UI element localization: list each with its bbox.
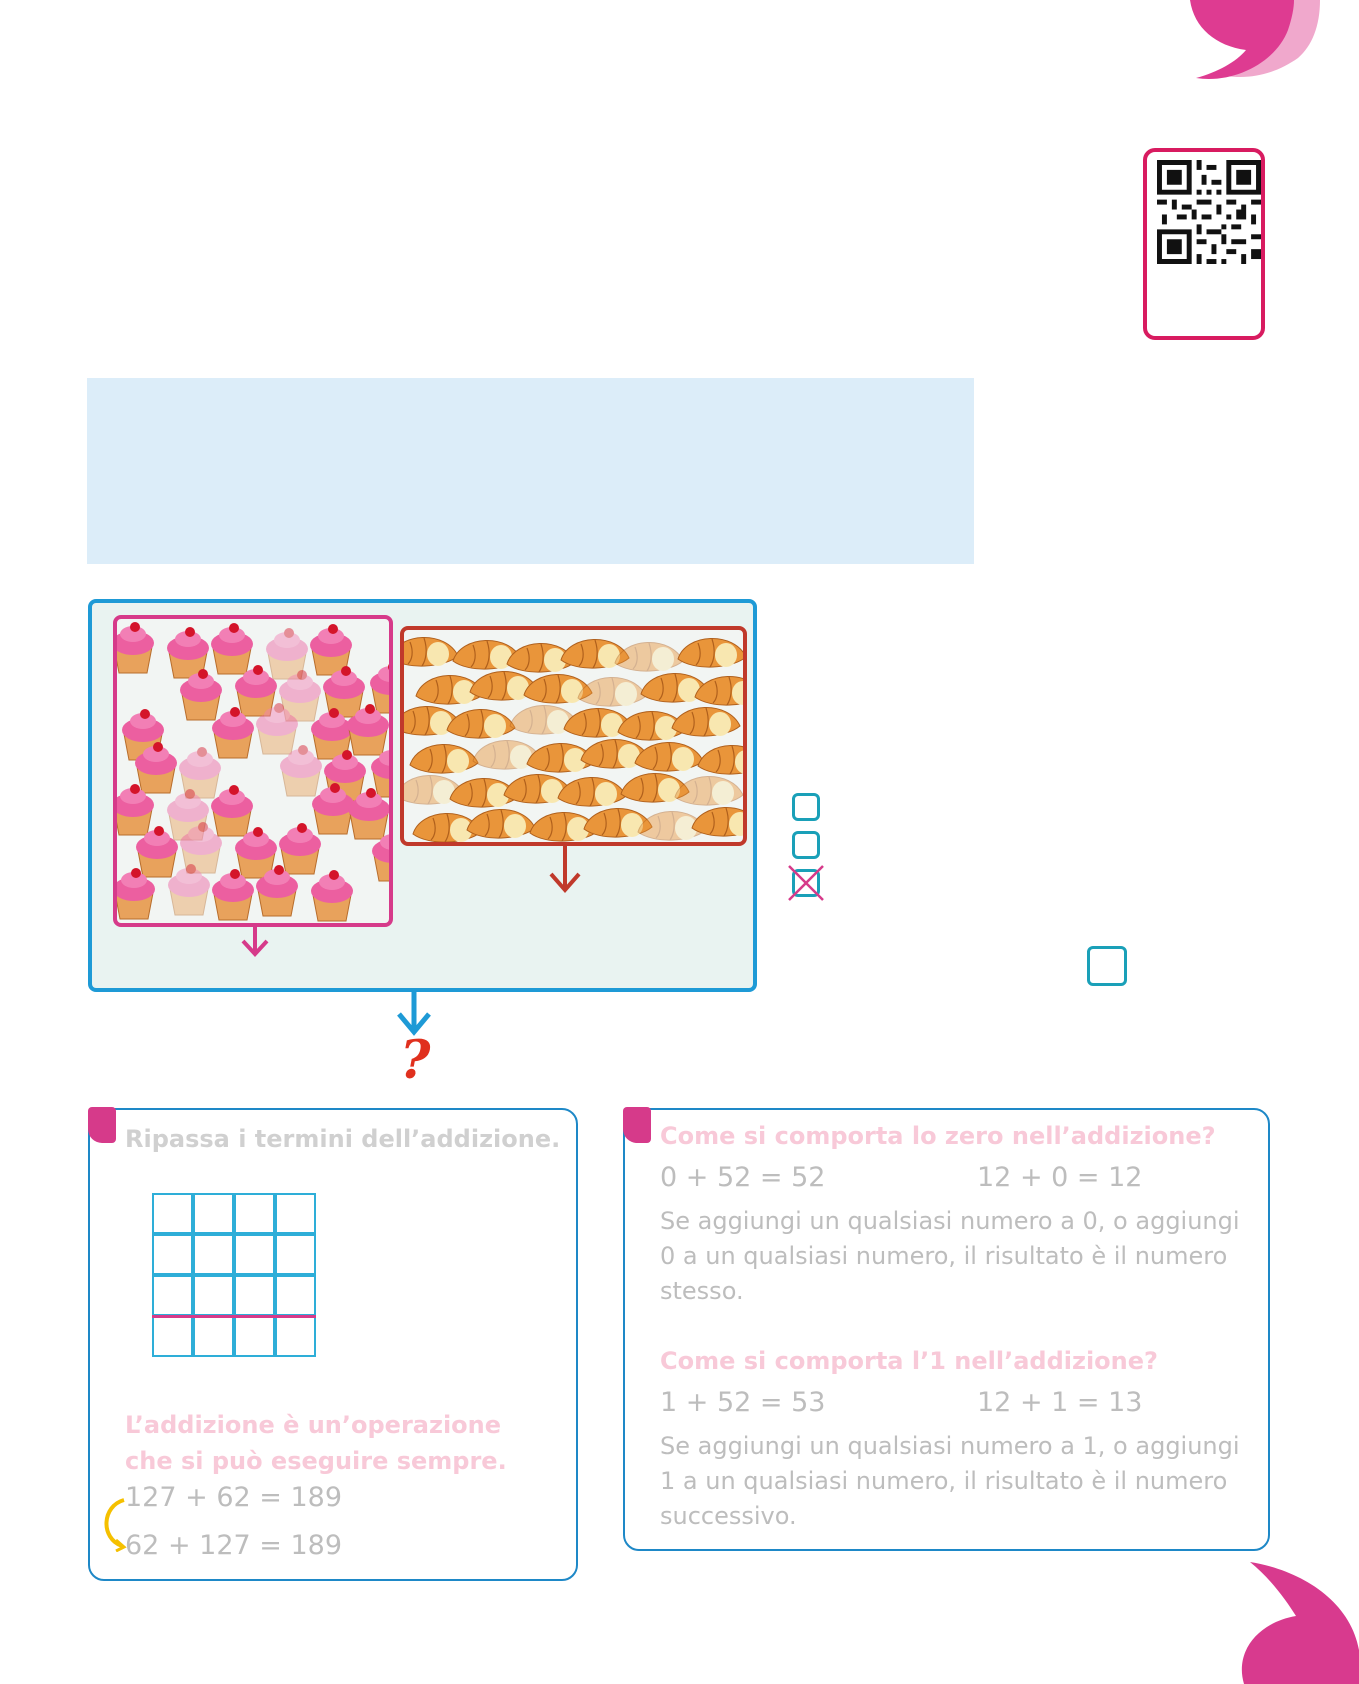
grid-cell[interactable] (234, 1193, 275, 1234)
checkmark-x-icon (787, 864, 825, 902)
zero-heading: Come si comporta lo zero nell’addizione? (660, 1122, 1216, 1150)
cupcakes-group (113, 615, 393, 927)
zero-explanation: Se aggiungi un qualsiasi numero a 0, o aggiungi 0 a un qualsiasi numero, il risultato è il numero stesso. (660, 1207, 1240, 1305)
commutative-equation-1: 127 + 62 = 189 (125, 1482, 343, 1513)
sum-line (152, 1315, 316, 1318)
grid-cell[interactable] (193, 1316, 234, 1357)
cupcake-icon (117, 622, 154, 673)
croissant-icon (578, 677, 646, 706)
qr-code-icon (1157, 160, 1261, 264)
grid-cell[interactable] (193, 1275, 234, 1316)
croissant-icon (410, 744, 478, 773)
cupcakes-illustration (117, 619, 389, 923)
grid-cell[interactable] (193, 1193, 234, 1234)
croissants-illustration (404, 630, 743, 842)
option-checkbox-1[interactable] (792, 793, 820, 821)
cupcake-icon (211, 785, 253, 836)
answer-box[interactable] (1087, 946, 1127, 986)
cupcake-icon (279, 823, 321, 874)
question-mark-icon: ? (400, 1030, 431, 1091)
grid-cell[interactable] (275, 1275, 316, 1316)
croissant-icon (672, 707, 740, 736)
croissant-icon (404, 637, 458, 666)
grid-cell[interactable] (152, 1193, 193, 1234)
one-equation-1: 1 + 52 = 53 (660, 1387, 826, 1418)
option-checkbox-2[interactable] (792, 831, 820, 859)
cupcake-icon (211, 623, 253, 674)
grid-cell[interactable] (275, 1316, 316, 1357)
croissant-icon (447, 709, 515, 738)
qr-code-frame[interactable] (1143, 148, 1265, 340)
commutative-equation-2: 62 + 127 = 189 (125, 1530, 343, 1561)
cupcake-icon (179, 747, 221, 798)
addition-rule-line-1: L’addizione è un’operazione (125, 1411, 502, 1439)
croissants-arrow-down-icon (548, 846, 582, 894)
addition-rule-line-2: che si può eseguire sempre. (125, 1447, 507, 1475)
croissant-icon (635, 742, 703, 771)
addition-terms-heading: Ripassa i termini dell’addizione. (125, 1125, 561, 1153)
croissant-icon (698, 745, 743, 774)
speech-bubble-corner-icon (623, 1107, 651, 1143)
croissant-icon (467, 809, 535, 838)
croissant-icon (678, 638, 743, 667)
zero-equation-2: 12 + 0 = 12 (977, 1162, 1143, 1193)
croissant-icon (558, 777, 626, 806)
corner-decoration-top-right (1170, 0, 1359, 85)
croissant-icon (615, 642, 683, 671)
grid-cell[interactable] (234, 1234, 275, 1275)
zero-equation-1: 0 + 52 = 52 (660, 1162, 826, 1193)
croissant-icon (695, 676, 743, 705)
exercise-text-band (87, 378, 974, 564)
grid-cell[interactable] (152, 1275, 193, 1316)
one-equation-2: 12 + 1 = 13 (977, 1387, 1143, 1418)
speech-bubble-corner-icon (88, 1107, 116, 1143)
cupcakes-arrow-down-icon (240, 927, 270, 957)
grid-cell[interactable] (275, 1193, 316, 1234)
cupcake-icon (311, 870, 353, 921)
corner-decoration-bottom-right (1240, 1560, 1359, 1684)
grid-cell[interactable] (234, 1275, 275, 1316)
grid-cell[interactable] (275, 1234, 316, 1275)
one-heading: Come si comporta l’1 nell’addizione? (660, 1347, 1158, 1375)
grid-cell[interactable] (193, 1234, 234, 1275)
croissant-icon (675, 776, 743, 805)
grid-cell[interactable] (152, 1316, 193, 1357)
option-checkbox-3[interactable] (792, 869, 820, 897)
swap-curved-arrow-icon (98, 1496, 128, 1552)
croissant-icon (692, 807, 743, 836)
croissants-group (400, 626, 747, 846)
addition-column-grid[interactable] (152, 1193, 318, 1359)
grid-cell[interactable] (234, 1316, 275, 1357)
grid-cell[interactable] (152, 1234, 193, 1275)
one-explanation: Se aggiungi un qualsiasi numero a 1, o aggiungi 1 a un qualsiasi numero, il risultato è il numero successivo. (660, 1432, 1240, 1530)
